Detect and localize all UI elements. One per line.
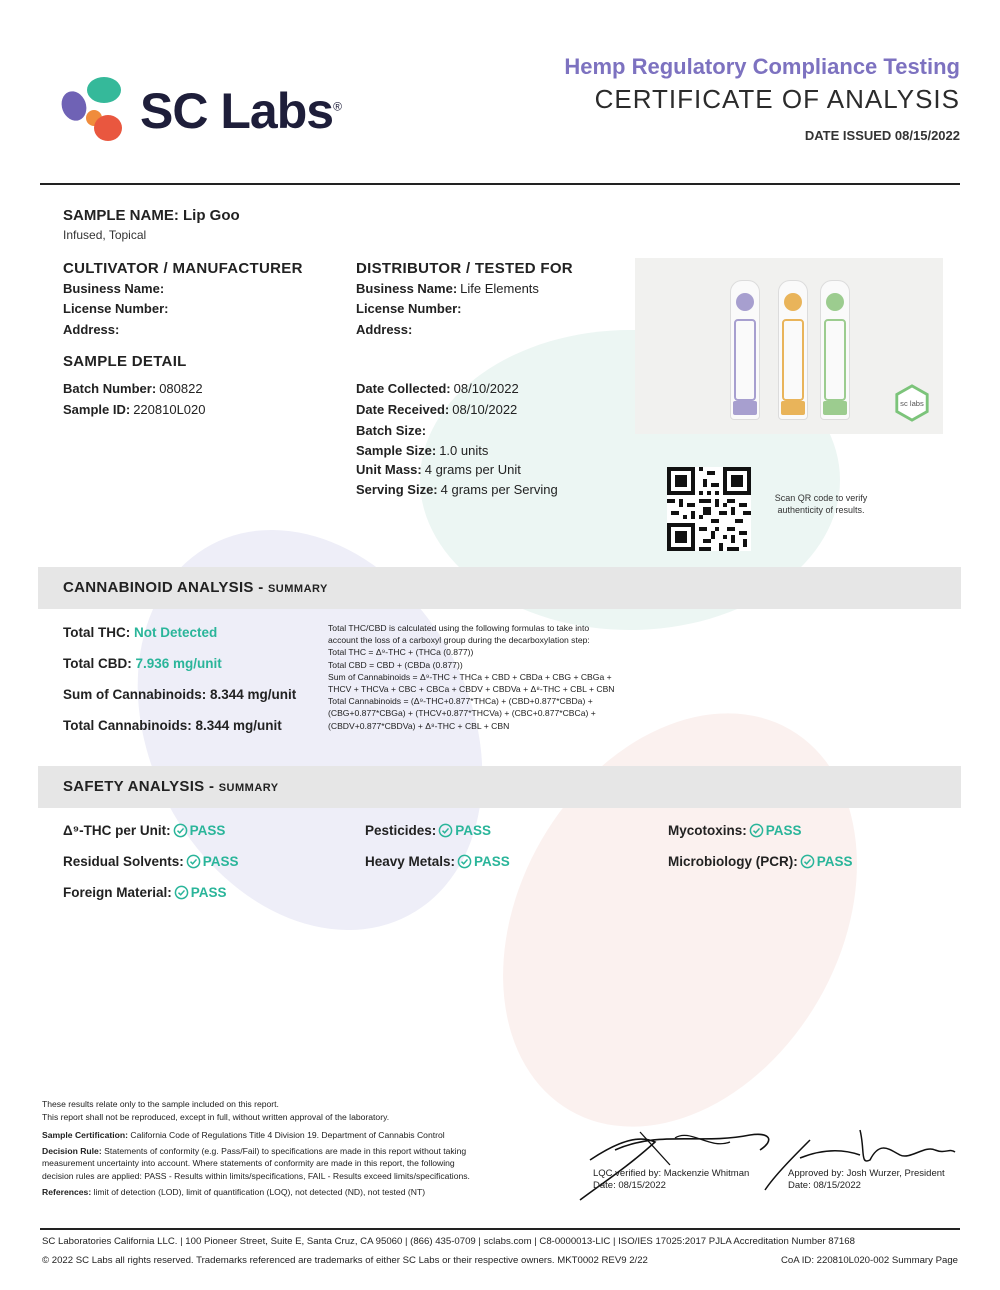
pass-badge: PASS: [173, 823, 226, 838]
pass-badge: PASS: [457, 854, 510, 869]
total-cannabinoids: Total Cannabinoids: 8.344 mg/unit: [63, 718, 282, 733]
document-subtitle: Hemp Regulatory Compliance Testing: [564, 54, 960, 79]
batch-size: Batch Size:: [356, 423, 427, 438]
safety-item-heavy-metals: Heavy Metals: PASS: [365, 854, 510, 869]
check-circle-icon: [174, 885, 189, 900]
document-title: CERTIFICATE OF ANALYSIS: [594, 84, 960, 114]
cannabinoid-section-header: CANNABINOID ANALYSIS - SUMMARY: [38, 567, 961, 609]
footer-copyright: © 2022 SC Labs all rights reserved. Trademarks referenced are trademarks of either SC Labs or their respective owners. MKT0002 REV9 2/22: [42, 1255, 648, 1266]
qr-caption: Scan QR code to verify authenticity of results.: [774, 493, 868, 515]
check-circle-icon: [749, 823, 764, 838]
sc-labs-badge-icon: [893, 384, 931, 422]
pass-badge: PASS: [800, 854, 853, 869]
safety-item-mycotoxins: Mycotoxins: PASS: [668, 823, 802, 838]
tube-cap-icon: [736, 293, 754, 311]
check-circle-icon: [186, 854, 201, 869]
qr-code[interactable]: [667, 467, 751, 551]
sample-detail-heading: SAMPLE DETAIL: [63, 353, 187, 370]
tube-cap-icon: [784, 293, 802, 311]
pass-badge: PASS: [438, 823, 491, 838]
safety-item-pesticides: Pesticides: PASS: [365, 823, 492, 838]
serving-size: Serving Size: 4 grams per Serving: [356, 482, 558, 497]
pass-badge: PASS: [749, 823, 802, 838]
safety-item-thc-per-unit: Δ⁹-THC per Unit: PASS: [63, 823, 226, 838]
total-thc: Total THC: Not Detected: [63, 625, 218, 640]
sc-labs-logo-icon: [60, 72, 140, 152]
product-photo: [635, 258, 943, 434]
check-circle-icon: [800, 854, 815, 869]
footer-divider: [40, 1228, 960, 1230]
safety-section-header: SAFETY ANALYSIS - SUMMARY: [38, 766, 961, 808]
check-circle-icon: [173, 823, 188, 838]
formula-notes: Total THC/CBD is calculated using the following formulas to take into account the loss of a carboxyl group during the decarboxylation step: Total THC = Δ⁹-THC + (THCa (0.877)) Total CBD = CBD + (CBDa (0.877)) Sum of Cannabinoids = Δ⁹-THC + THCa + CBD + CBDa + CBG + CBGa + THCV + THCVa + CBC + CBCa + CBDV + CBDVa + Δ⁸-THC + CBL + CBN Total Cannabinoids = (Δ⁹-THC+0.877*THCa) + (CBD+0.877*CBDa) + (CBG+0.877*CBGa) + (THCV+0.877*THCVa) + (CBC+0.877*CBCa) + (CBDV+0.877*CBDVa) + Δ⁸-THC + CBL + CBN: [328, 623, 615, 731]
unit-mass: Unit Mass: 4 grams per Unit: [356, 462, 521, 477]
date-received: Date Received: 08/10/2022: [356, 402, 518, 417]
tube-cap-icon: [826, 293, 844, 311]
brand-name: SC Labs®: [140, 83, 341, 139]
safety-item-microbiology: Microbiology (PCR): PASS: [668, 854, 853, 869]
date-collected: Date Collected: 08/10/2022: [356, 381, 519, 396]
lip-balm-tube: [778, 280, 808, 420]
sample-type: Infused, Topical: [63, 228, 147, 242]
verified-signature-block: LQC verified by: Mackenzie Whitman Date: 08/15/2022: [593, 1168, 750, 1191]
sample-name: SAMPLE NAME: Lip Goo: [63, 207, 240, 224]
safety-item-residual-solvents: Residual Solvents: PASS: [63, 854, 239, 869]
cultivator-address: Address:: [63, 322, 120, 337]
footer-coa-id: CoA ID: 220810L020-002 Summary Page: [780, 1255, 958, 1266]
distributor-business: Business Name: Life Elements: [356, 281, 539, 296]
date-issued: DATE ISSUED 08/15/2022: [804, 128, 960, 143]
distributor-address: Address:: [356, 322, 413, 337]
cultivator-heading: CULTIVATOR / MANUFACTURER: [63, 260, 303, 277]
handwritten-signatures: [560, 1120, 960, 1205]
svg-text:sc labs: sc labs: [900, 398, 924, 408]
pass-badge: PASS: [186, 854, 239, 869]
lip-balm-tube: [820, 280, 850, 420]
total-cbd: Total CBD: 7.936 mg/unit: [63, 656, 222, 671]
sample-id: Sample ID: 220810L020: [63, 402, 206, 417]
safety-item-foreign-material: Foreign Material: PASS: [63, 885, 227, 900]
check-circle-icon: [457, 854, 472, 869]
sum-of-cannabinoids: Sum of Cannabinoids: 8.344 mg/unit: [63, 687, 297, 702]
pass-badge: PASS: [174, 885, 227, 900]
lip-balm-tube: [730, 280, 760, 420]
distributor-heading: DISTRIBUTOR / TESTED FOR: [356, 260, 573, 277]
distributor-license: License Number:: [356, 301, 462, 316]
header-divider: [40, 183, 960, 185]
disclaimer: These results relate only to the sample included on this report. This report shall not be reproduced, except in full, without written approval of the laboratory. Sample Certification: California Code of Regulations Title 4 Division 19. Department of Cannabis Control Decision Rule: Statements of conformity (e.g. Pass/Fail) to specifications are made in this report without taking measurement uncertainty into account. Where statements of conformity are made in this report, the following decision rules are applied: PASS - Results within limits/specifications, FAIL - Results exceed limits/specifications. References: limit of detection (LOD), limit of quantification (LOQ), not detected (ND), not tested (NT): [42, 1099, 470, 1197]
footer-address: SC Laboratories California LLC. | 100 Pioneer Street, Suite E, Santa Cruz, CA 95060 | (866) 435-0709 | sclabs.com | C8-0000013-LIC | ISO/IES 17025:2017 PJLA Accreditation Number 87168: [42, 1236, 855, 1247]
batch-number: Batch Number: 080822: [63, 381, 203, 396]
approved-signature-block: Approved by: Josh Wurzer, President Date: 08/15/2022: [788, 1168, 945, 1191]
check-circle-icon: [438, 823, 453, 838]
sample-size: Sample Size: 1.0 units: [356, 443, 489, 458]
cultivator-license: License Number:: [63, 301, 169, 316]
cultivator-business: Business Name:: [63, 281, 165, 296]
